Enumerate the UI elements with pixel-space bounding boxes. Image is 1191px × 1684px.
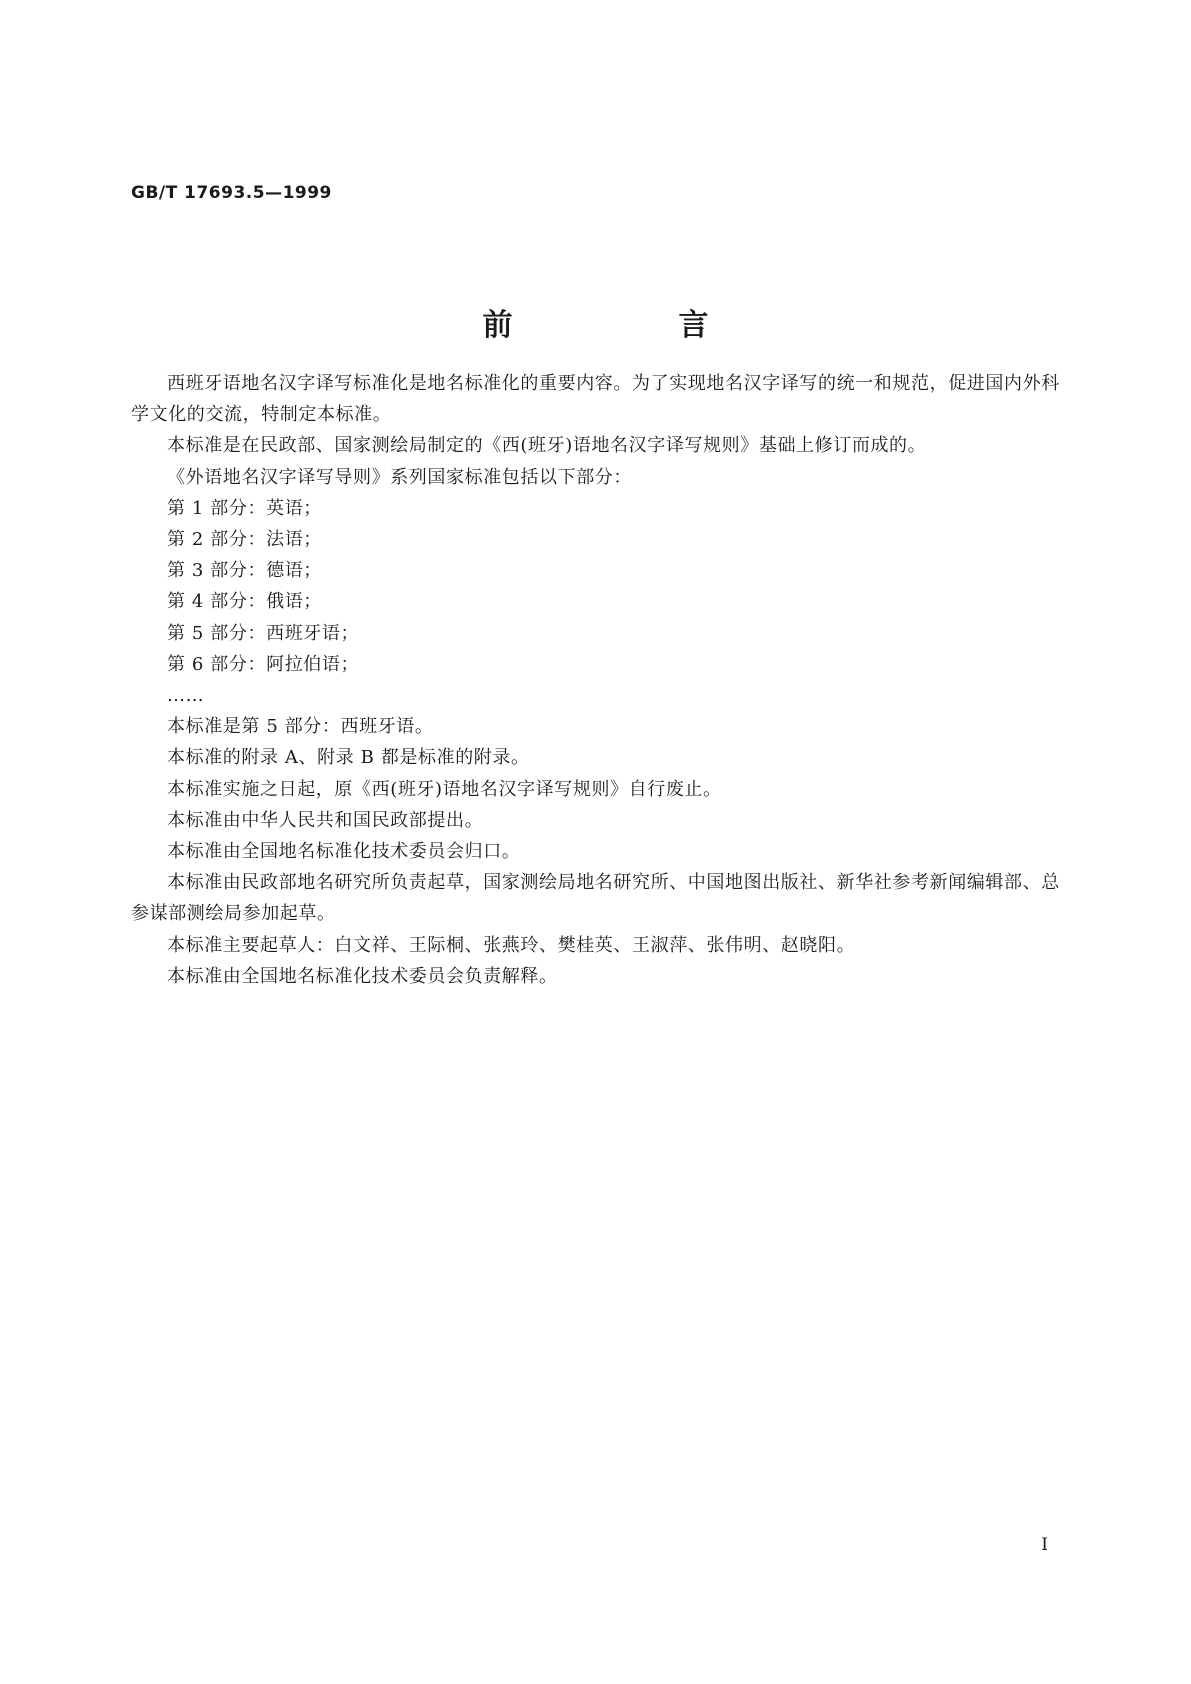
paragraph: 本标准主要起草人：白文祥、王际桐、张燕玲、樊桂英、王淑萍、张伟明、赵晓阳。 bbox=[167, 934, 856, 956]
paragraph: 西班牙语地名汉字译写标准化是地名标准化的重要内容。为了实现地名汉字译写的统一和规范，促进国内外科学文化的交流，特制定本标准。 bbox=[131, 373, 1060, 426]
paragraph: 本标准由全国地名标准化技术委员会归口。 bbox=[167, 841, 521, 863]
list-item: 第 1 部分：英语； bbox=[167, 497, 322, 519]
page-number: I bbox=[1041, 1535, 1048, 1555]
list-item: 第 3 部分：德语； bbox=[167, 560, 322, 582]
paragraph: 本标准由民政部地名研究所负责起草，国家测绘局地名研究所、中国地图出版社、新华社参考新闻编辑部、总参谋部测绘局参加起草。 bbox=[131, 872, 1060, 925]
paragraph: 本标准是在民政部、国家测绘局制定的《西(班牙)语地名汉字译写规则》基础上修订而成的。 bbox=[167, 435, 927, 457]
paragraph: 本标准的附录 A、附录 B 都是标准的附录。 bbox=[167, 747, 530, 769]
page-title: 前 言 bbox=[482, 308, 777, 343]
paragraph: 本标准实施之日起，原《西(班牙)语地名汉字译写规则》自行废止。 bbox=[167, 778, 722, 800]
list-item: 第 6 部分：阿拉伯语； bbox=[167, 653, 360, 675]
paragraph: 《外语地名汉字译写导则》系列国家标准包括以下部分： bbox=[167, 466, 632, 488]
foreword-body bbox=[131, 368, 1071, 992]
paragraph: 本标准是第 5 部分：西班牙语。 bbox=[167, 716, 434, 738]
list-ellipsis: …… bbox=[167, 685, 205, 707]
list-item: 第 5 部分：西班牙语； bbox=[167, 622, 360, 644]
paragraph: 本标准由全国地名标准化技术委员会负责解释。 bbox=[167, 965, 558, 987]
list-item: 第 2 部分：法语； bbox=[167, 529, 322, 551]
standard-code: GB/T 17693.5—1999 bbox=[131, 183, 332, 203]
list-item: 第 4 部分：俄语； bbox=[167, 591, 322, 613]
paragraph: 本标准由中华人民共和国民政部提出。 bbox=[167, 809, 484, 831]
